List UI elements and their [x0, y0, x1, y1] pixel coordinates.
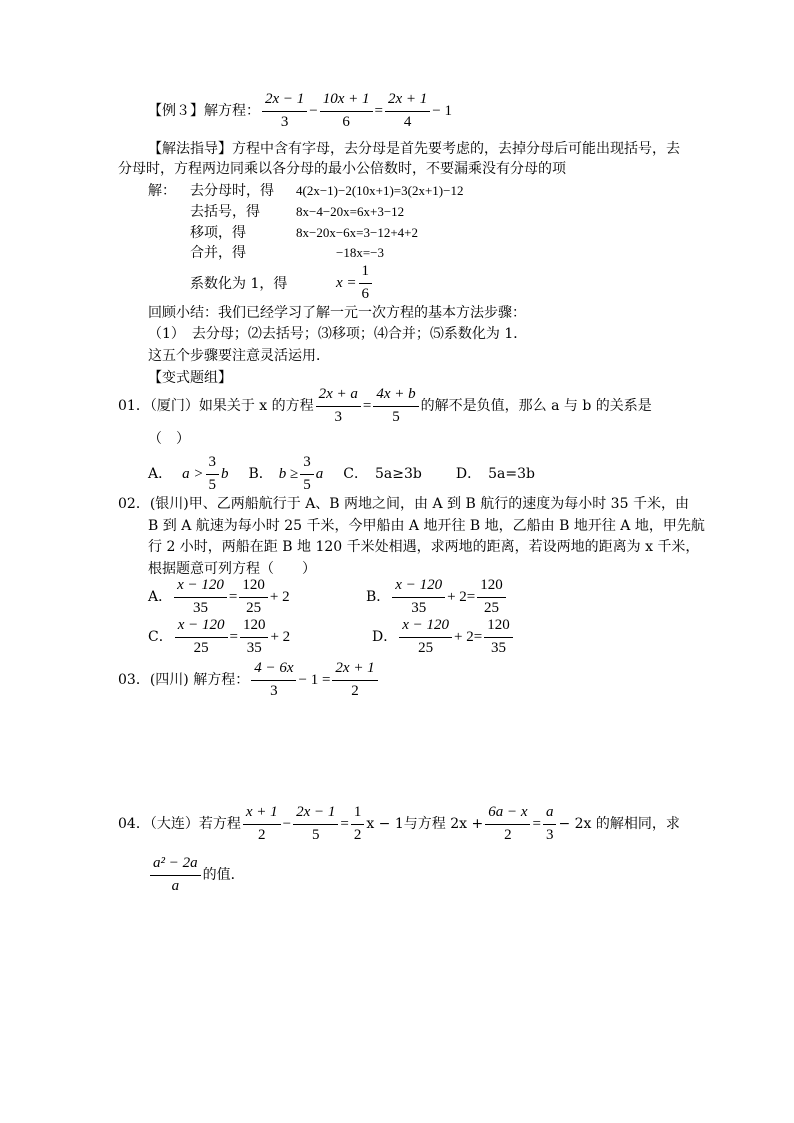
- fraction: $\frac{x - 120}{35}$: [392, 578, 445, 617]
- guide-line-2: 分母时，方程两边同乘以各分母的最小公倍数时，不要漏乘没有分母的项: [118, 161, 566, 177]
- solution-step-label: 去括号，得: [190, 204, 260, 220]
- fraction: $\frac{2x + 1}{4}$: [385, 92, 430, 131]
- fraction: $\frac{x - 120}{25}$: [399, 618, 452, 657]
- question-2-line-1: 02．(银川)甲、乙两船航行于 A、B 两地之间，由 A 到 B 航行的速度为每小时 35 千米，由: [118, 496, 689, 512]
- fraction: $\frac{a}{3}$: [543, 805, 557, 844]
- fraction: $\frac{120}{35}$: [484, 618, 513, 657]
- review-line-1: 回顾小结：我们已经学习了解一元一次方程的基本方法步骤：: [148, 305, 526, 321]
- solution-last-label: 系数化为 1，得: [190, 276, 288, 292]
- solution-step-expr: 8x−20x−6x=3−12+4+2: [296, 225, 418, 240]
- variant-title: 【变式题组】: [148, 370, 232, 386]
- fraction: $\frac{x - 120}{35}$: [174, 578, 227, 617]
- option-d[interactable]: D． $\frac{x - 120}{25}$ + 2 = $\frac{120}{35}$: [372, 618, 515, 657]
- question-4: 04．（大连）若方程 $\frac{x + 1}{2}$ − $\frac{2x - 1}{5}$ = $\frac{1}{2}$ x − 1与方程 2x + $\frac{6a - x}{2}$ = $\frac{a}{3}$ − 2x 的解相同，求: [118, 804, 680, 843]
- fraction: $\frac{4x + b}{5}$: [373, 387, 418, 426]
- option-c[interactable]: C． $\frac{x - 120}{25}$ = $\frac{120}{35}$ + 2: [148, 617, 291, 656]
- option-a[interactable]: A． $\frac{x - 120}{35}$ = $\frac{120}{25}$ + 2: [148, 577, 290, 616]
- fraction: $\frac{120}{35}$: [240, 618, 269, 657]
- question-2-line-2: B 到 A 航速为每小时 25 千米，今甲船由 A 地开往 B 地，乙船由 B 地开往 A 地，甲先航: [148, 518, 705, 534]
- fraction: $\frac{x + 1}{2}$: [243, 805, 281, 844]
- question-1: 01．（厦门）如果关于 x 的方程 $\frac{2x + a}{3}$ = $\frac{4x + b}{5}$ 的解不是负值，那么 a 与 b 的关系是: [118, 386, 652, 425]
- solution-intro: 解：: [148, 183, 176, 199]
- solution-step-label: 移项，得: [190, 225, 246, 241]
- fraction: $\frac{4 - 6x}{3}$: [251, 661, 296, 700]
- solution-step-expr: 8x−4−20x=6x+3−12: [296, 204, 405, 219]
- fraction: $\frac{2x - 1}{5}$: [293, 805, 338, 844]
- question-1-paren: （ ）: [148, 431, 190, 447]
- solution-step-label: 合并，得: [190, 245, 246, 261]
- fraction: $\frac{\text{a² − 2a}}{a}$: [150, 856, 201, 895]
- question-2-line-4: 根据题意可列方程（ ）: [148, 561, 316, 577]
- fraction: $\frac{3}{5}$: [206, 455, 220, 494]
- example3-line: 【例３】解方程： $\frac{2x - 1}{3}$ − $\frac{10x + 1}{6}$ = $\frac{2x + 1}{4}$ − 1: [148, 91, 452, 130]
- option-a[interactable]: A．: [148, 466, 173, 483]
- fraction: $\frac{3}{5}$: [300, 455, 314, 494]
- fraction: $\frac{2x + a}{3}$: [316, 387, 361, 426]
- question-2-line-3: 行 2 小时，两船在距 B 地 120 千米处相遇，求两地的距离，若设两地的距离为 x 千米，: [148, 539, 700, 555]
- fraction: $\frac{2x + 1}{2}$: [332, 661, 377, 700]
- solution-step-label: 去分母时，得: [190, 183, 274, 199]
- fraction: $\frac{1}{6}$: [359, 264, 373, 303]
- question-3: 03．(四川) 解方程： $\frac{4 - 6x}{3}$ − 1 = $\frac{2x + 1}{2}$: [118, 661, 380, 700]
- guide-line-1: 【解法指导】方程中含有字母，去分母是首先要考虑的，去掉分母后可能出现括号，去: [148, 141, 680, 157]
- fraction: $\frac{6a - x}{2}$: [485, 805, 530, 844]
- review-line-2: （1） 去分母；⑵去括号；⑶移项；⑷合并；⑸系数化为 1．: [148, 326, 528, 342]
- option-c[interactable]: C． 5a≥3b: [343, 466, 422, 483]
- solution-step-expr: 4(2x−1)−2(10x+1)=3(2x+1)−12: [296, 183, 464, 198]
- example3-label: 【例３】解方程：: [148, 103, 260, 120]
- fraction: $\frac{x - 120}{25}$: [175, 618, 228, 657]
- review-line-3: 这五个步骤要注意灵活运用．: [148, 348, 330, 364]
- solution-last-expr: x = $\frac{1}{6}$: [336, 264, 374, 303]
- solution-step-expr: −18x=−3: [336, 245, 384, 260]
- fraction: $\frac{1}{2}$: [351, 805, 365, 844]
- fraction: $\frac{120}{25}$: [239, 578, 268, 617]
- fraction: $\frac{10x + 1}{6}$: [320, 92, 373, 131]
- option-b[interactable]: B． $\frac{x - 120}{35}$ + 2 = $\frac{120}{25}$: [366, 578, 508, 617]
- question-4-value: $\frac{\text{a² − 2a}}{a}$ 的值．: [148, 856, 245, 895]
- fraction: $\frac{2x - 1}{3}$: [262, 92, 307, 131]
- fraction: $\frac{120}{25}$: [477, 578, 506, 617]
- option-d[interactable]: D． 5a=3b: [455, 466, 535, 483]
- option-b[interactable]: B．: [248, 466, 273, 483]
- question-1-options: A． a > $\frac{3}{5}$ b B． b ≥ $\frac{3}{5}$ a C． 5a≥3b D． 5a=3b: [148, 454, 535, 493]
